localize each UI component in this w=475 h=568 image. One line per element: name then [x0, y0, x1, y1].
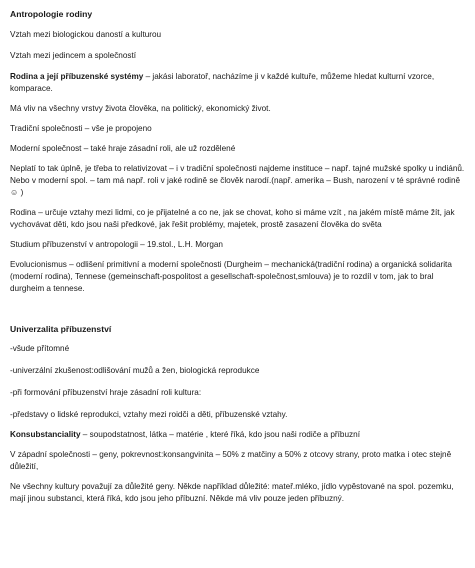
paragraph: -představy o lidské reprodukci, vztahy mezi roidči a děti, příbuzenské vztahy. — [10, 410, 288, 419]
paragraph: Rodina – určuje vztahy mezi lidmi, co je přijatelné a co ne, jak se chovat, koho si máme vzít , na jakém místě máme žít, jak vychovávat děti, kdo jsou naši předkové, jak řešit problémy, majetek, prostě zasazení člověka do světa — [10, 208, 455, 229]
paragraph: -při formování příbuzenství hraje zásadní roli kultura: — [10, 388, 202, 397]
paragraph: Tradiční společnosti – vše je propojeno — [10, 124, 152, 133]
paragraph-konsubstanciality — [10, 429, 465, 441]
paragraph-text: – jakási laboratoř, nacházíme ji v každé kultuře, můžeme hledat kulturní vzorce, komparace. — [10, 72, 435, 93]
paragraph: Vztah mezi jedincem a společností — [10, 51, 137, 60]
paragraph: V západní společnosti – geny, pokrevnost:konsangvinita – 50% z matčiny a 50% z otcovy strany, proto matka i otec stejně důležití, — [10, 450, 452, 471]
paragraph: Studium příbuzenství v antropologii – 19.stol., L.H. Morgan — [10, 240, 223, 249]
paragraph: -všude přítomné — [10, 344, 70, 353]
paragraph-rodina-systemy — [10, 71, 465, 95]
paragraph: Vztah mezi biologickou daností a kulturou — [10, 30, 162, 39]
paragraph: Neplatí to tak úplně, je třeba to relativizovat – i v tradiční společnosti najdeme instituce – např. tajné mužské spolky u indiánů. Nebo v moderní spol. – tam má např. roli v jaké rodině se člověk narodí.(např. amerika – Bush, narození v té správné rodině☺ ) — [10, 164, 465, 197]
section-heading-antropologie: Antropologie rodiny — [10, 9, 93, 19]
paragraph: Moderní společnost – také hraje zásadní roli, ale už rozdělené — [10, 144, 236, 153]
bold-term: Konsubstanciality — [10, 430, 81, 439]
paragraph: Evolucionismus – odlišení primitivní a moderní společnosti (Durgheim – mechanická(tradiční rodina) a organická solidarita (moderní rodina), Tennese (gemeinschaft-pospolitost a gesellschaft-společnost,smlouva) je to rozdíl v tom, jak to bral durgheim a tennese. — [10, 260, 452, 293]
paragraph-text: – soupodstatnost, látka – matérie , které říká, kdo jsou naši rodiče a příbuzní — [80, 430, 360, 439]
section-heading-univerzalita: Univerzalita příbuzenství — [10, 324, 112, 334]
bold-term: Rodina a její příbuzenské systémy — [10, 72, 144, 81]
paragraph: -univerzální zkušenost:odlišování mužů a žen, biologická reprodukce — [10, 366, 260, 375]
paragraph: Má vliv na všechny vrstvy života člověka, na politický, ekonomický život. — [10, 104, 271, 113]
paragraph: Ne všechny kultury považují za důležité geny. Někde například důležité: mateř.mléko, jídlo vypěstované na spol. pozemku, mají jinou substanci, která říká, kdo jsou jeho příbuzní. Někde má vliv pouze jeden příbuzný. — [10, 482, 454, 503]
